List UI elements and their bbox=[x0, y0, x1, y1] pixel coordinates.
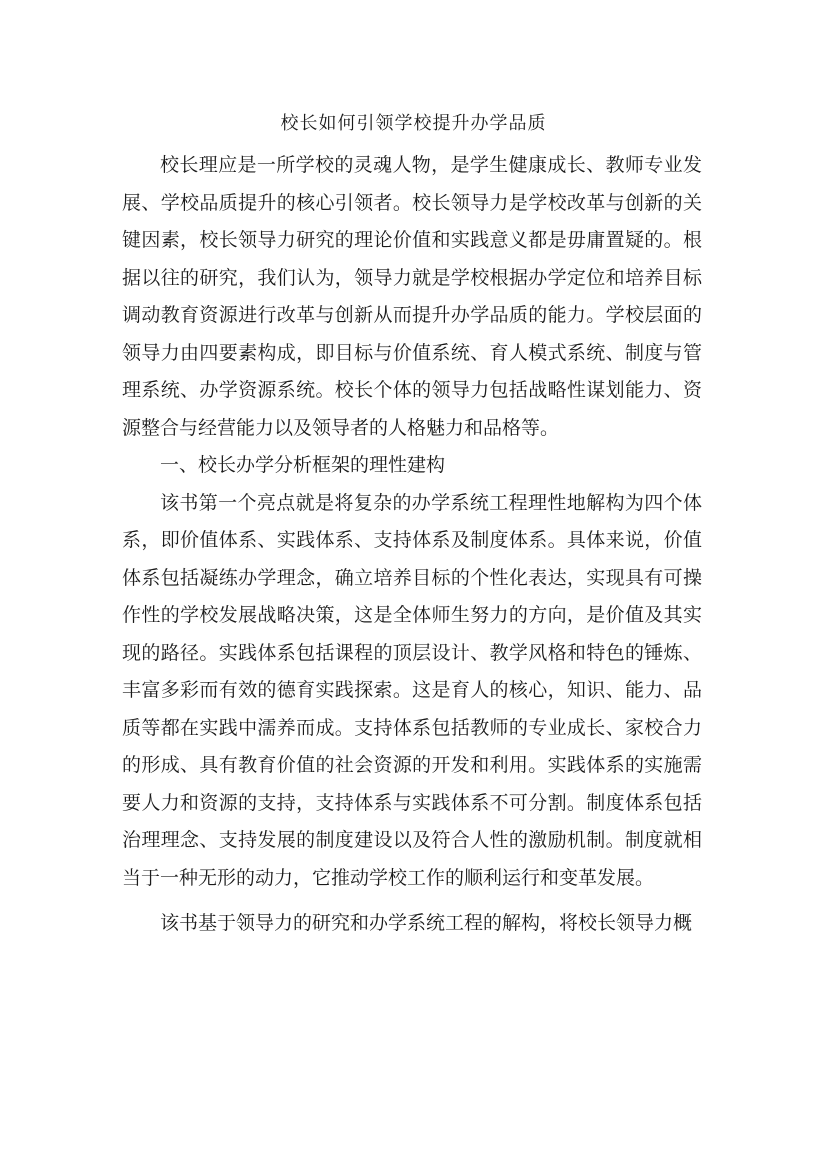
document-title: 校长如何引领学校提升办学品质 bbox=[280, 113, 547, 134]
document-body bbox=[122, 147, 702, 943]
paragraph-continuation: 该书基于领导力的研究和办学系统工程的解构，将校长领导力概 bbox=[160, 912, 693, 934]
paragraph-intro: 校长理应是一所学校的灵魂人物，是学生健康成长、教师专业发展、学校品质提升的核心引领者。校长领导力是学校改革与创新的关键因素，校长领导力研究的理论价值和实践意义都是毋庸置疑的。根据以往的研究，我们认为，领导力就是学校根据办学定位和培养目标调动教育资源进行改革与创新从而提升办学品质的能力。学校层面的领导力由四要素构成，即目标与价值系统、育人模式系统、制度与管理系统、办学资源系统。校长个体的领导力包括战略性谋划能力、资源整合与经营能力以及领导者的人格魅力和品格等。 bbox=[122, 154, 702, 439]
section-heading: 一、校长办学分析框架的理性建构 bbox=[160, 454, 446, 476]
paragraph-framework: 该书第一个亮点就是将复杂的办学系统工程理性地解构为四个体系，即价值体系、实践体系、支持体系及制度体系。具体来说，价值体系包括凝练办学理念，确立培养目标的个性化表达，实现具有可操作性的学校发展战略决策，这是全体师生努力的方向，是价值及其实现的路径。实践体系包括课程的顶层设计、教学风格和特色的锤炼、丰富多彩而有效的德育实践探索。这是育人的核心，知识、能力、品质等都在实践中濡养而成。支持体系包括教师的专业成长、家校合力的形成、具有教育价值的社会资源的开发和利用。实践体系的实施需要人力和资源的支持，支持体系与实践体系不可分割。制度体系包括治理理念、支持发展的制度建设以及符合人性的激励机制。制度就相当于一种无形的动力，它推动学校工作的顺利运行和变革发展。 bbox=[122, 491, 702, 889]
